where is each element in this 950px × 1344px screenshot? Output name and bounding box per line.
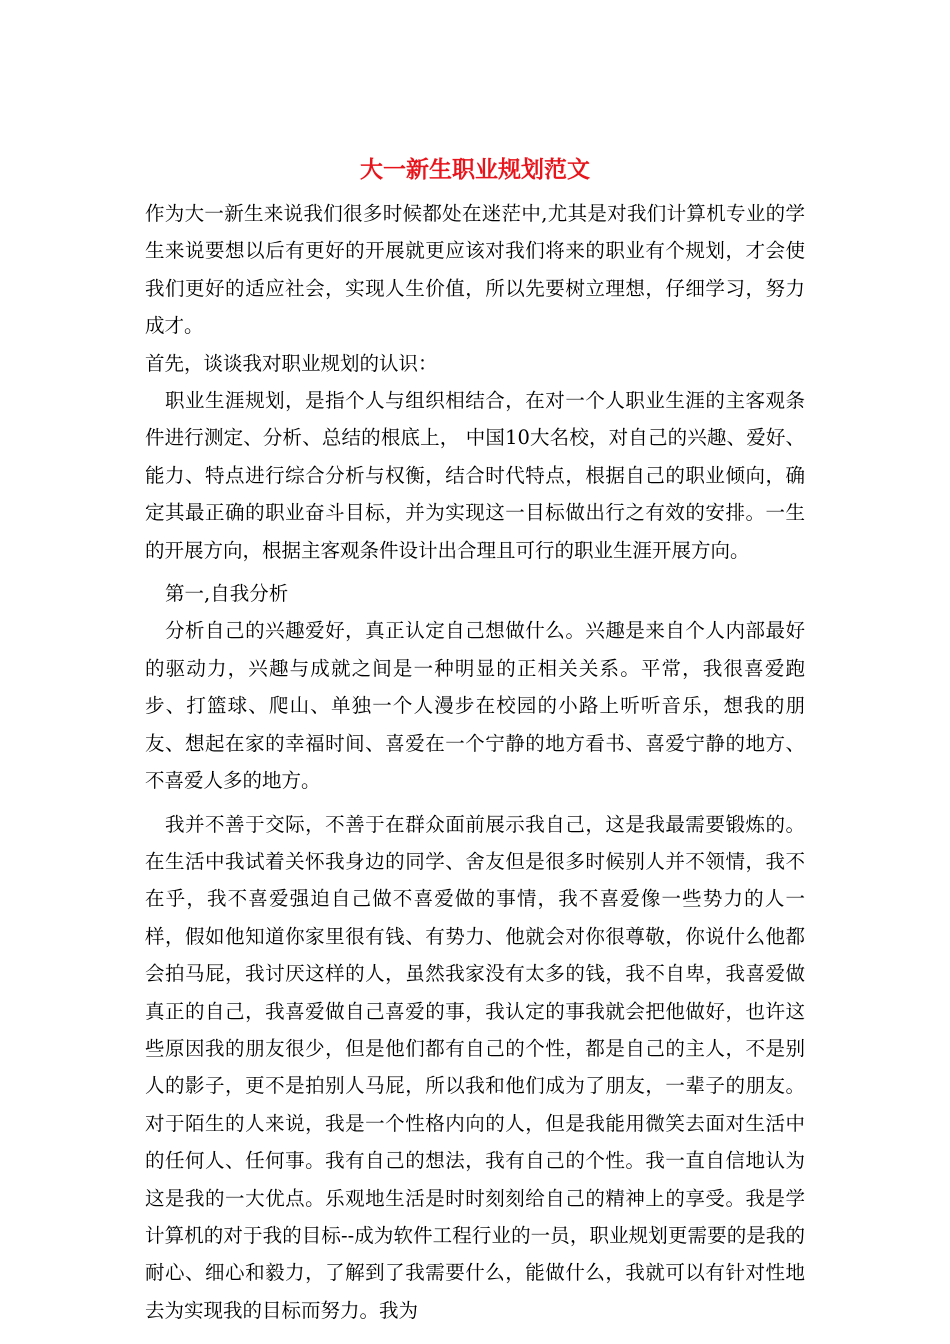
interests-paragraph: 分析自己的兴趣爱好，真正认定自己想做什么。兴趣是来自个人内部最好的驱动力，兴趣与成就之间是一种明显的正相关关系。平常，我很喜爱跑步、打篮球、爬山、单独一个人漫步在校园的小路上听听音乐，想我的朋友、想起在家的幸福时间、喜爱在一个宁静的地方看书、喜爱宁静的地方、不喜爱人多的地方。 [145,619,805,793]
personality-paragraph: 我并不善于交际，不善于在群众面前展示我自己，这是我最需要锻炼的。在生活中我试着关怀我身边的同学、舍友但是很多时候别人并不领情，我不在乎，我不喜爱强迫自己做不喜爱做的事情，我不喜爱像一些势力的人一样，假如他知道你家里很有钱、有势力、他就会对你很尊敬，你说什么他都会拍马屁，我讨厌这样的人，虽然我家没有太多的钱，我不自卑，我喜爱做真正的自己，我喜爱做自己喜爱的事，我认定的事我就会把他做好，也许这些原因我的朋友很少，但是他们都有自己的个性，都是自己的主人，不是别人的影子，更不是拍别人马屁，所以我和他们成为了朋友，一辈子的朋友。对于陌生的人来说，我是一个性格内向的人，但是我能用微笑去面对生活中的任何人、任何事。我有自己的想法，我有自己的个性。我一直自信地认为这是我的一大优点。乐观地生活是时时刻刻给自己的精神上的享受。我是学计算机的对于我的目标--成为软件工程行业的一员，职业规划更需要的是我的耐心、细心和毅力，了解到了我需要什么，能做什么，我就可以有针对性地去为实现我的目标而努力。我为 [145,812,805,1322]
document-title: 大一新生职业规划范文 [360,156,590,183]
intro-paragraph: 作为大一新生来说我们很多时候都处在迷茫中,尤其是对我们计算机专业的学生来说要想以后有更好的开展就更应该对我们将来的职业有个规划，才会使我们更好的适应社会，实现人生价值，所以先要树立理想，仔细学习，努力成才。 [145,202,805,338]
section-heading-self-analysis: 第一,自我分析 [165,582,289,606]
understanding-heading: 首先，谈谈我对职业规划的认识： [145,351,438,375]
definition-paragraph: 职业生涯规划，是指个人与组织相结合，在对一个人职业生涯的主客观条件进行测定、分析、总结的根底上， 中国10大名校，对自己的兴趣、爱好、能力、特点进行综合分析与权衡，结合时代特点，根据自己的职业倾向，确定其最正确的职业奋斗目标，并为实现这一目标做出行之有效的安排。一生的开展方向，根据主客观条件设计出合理且可行的职业生涯开展方向。 [145,389,805,562]
document-body [145,195,805,1329]
